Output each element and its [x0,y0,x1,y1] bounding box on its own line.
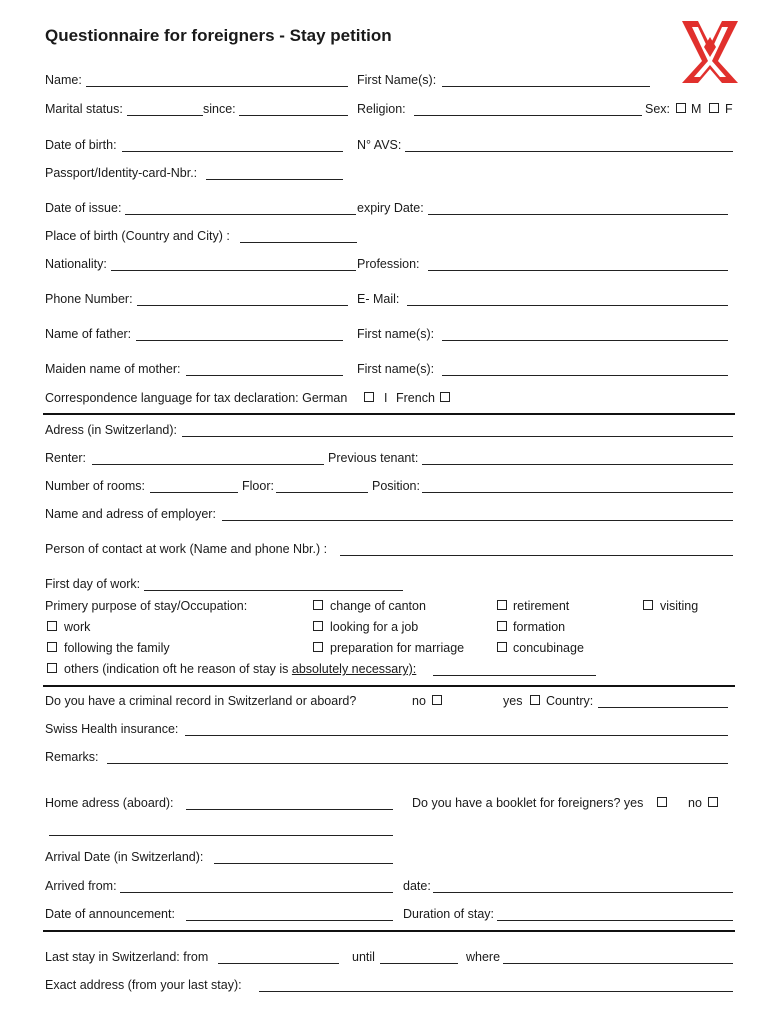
first-day-input[interactable] [144,590,403,591]
label-mother: Maiden name of mother: [45,362,181,376]
label-others-prefix: others (indication oft he reason of stay is [64,662,292,676]
concubinage-checkbox[interactable] [497,642,507,652]
label-others [64,662,416,676]
label-duration: Duration of stay: [403,907,495,921]
place-of-birth-input[interactable] [240,242,357,243]
marital-status-input[interactable] [127,115,203,116]
label-name: Name: [45,73,82,87]
section-divider [43,930,735,932]
booklet-yes-checkbox[interactable] [657,797,667,807]
label-date-of-birth: Date of birth: [45,138,117,152]
work-checkbox[interactable] [47,621,57,631]
label-booklet: Do you have a booklet for foreigners? yes [412,796,644,810]
label-correspondence: Correspondence language for tax declaration: German [45,391,348,405]
label-address-ch: Adress (in Switzerland): [45,423,177,437]
previous-tenant-input[interactable] [422,464,733,465]
booklet-no-checkbox[interactable] [708,797,718,807]
change-canton-checkbox[interactable] [313,600,323,610]
health-input[interactable] [185,735,728,736]
arrived-from-input[interactable] [120,892,393,893]
floor-input[interactable] [276,492,368,493]
label-criminal: Do you have a criminal record in Switzerland or aboard? [45,694,357,708]
remarks-input[interactable] [107,763,728,764]
french-checkbox[interactable] [440,392,450,402]
last-stay-from-input[interactable] [218,963,339,964]
german-checkbox[interactable] [364,392,374,402]
label-family: following the family [64,641,170,655]
label-expiry-date: expiry Date: [357,201,424,215]
employer-input[interactable] [222,520,733,521]
label-looking-job: looking for a job [330,620,419,634]
separator-i: I [384,391,388,405]
name-input[interactable] [86,86,348,87]
section-divider [43,685,735,687]
looking-job-checkbox[interactable] [313,621,323,631]
last-stay-until-input[interactable] [380,963,458,964]
label-since: since: [203,102,236,116]
criminal-yes-checkbox[interactable] [530,695,540,705]
label-last-stay: Last stay in Switzerland: from [45,950,209,964]
father-input[interactable] [136,340,343,341]
label-place-of-birth: Place of birth (Country and City) : [45,229,230,243]
label-renter: Renter: [45,451,86,465]
rooms-input[interactable] [150,492,238,493]
label-profession: Profession: [357,257,420,271]
label-position: Position: [372,479,420,493]
sex-f-checkbox[interactable] [709,103,719,113]
label-concubinage: concubinage [513,641,584,655]
arrival-date-input[interactable] [214,863,393,864]
label-nationality: Nationality: [45,257,107,271]
page-title: Questionnaire for foreigners - Stay petition [45,26,392,45]
criminal-no-checkbox[interactable] [432,695,442,705]
date-of-birth-input[interactable] [122,151,343,152]
position-input[interactable] [422,492,733,493]
last-stay-where-input[interactable] [503,963,733,964]
expiry-date-input[interactable] [428,214,728,215]
mother-input[interactable] [186,375,343,376]
sex-m-checkbox[interactable] [676,103,686,113]
home-address-line-2[interactable] [49,835,393,836]
label-phone: Phone Number: [45,292,133,306]
formation-checkbox[interactable] [497,621,507,631]
passport-input[interactable] [206,179,343,180]
label-purpose: Primery purpose of stay/Occupation: [45,599,248,613]
label-sex: Sex: [645,102,671,116]
label-french: French [396,391,435,405]
label-sex-f: F [725,102,733,116]
label-father: Name of father: [45,327,132,341]
label-passport: Passport/Identity-card-Nbr.: [45,166,198,180]
label-employer: Name and adress of employer: [45,507,216,521]
label-country: Country: [546,694,594,708]
avs-input[interactable] [405,151,733,152]
country-input[interactable] [598,707,728,708]
label-contact-work: Person of contact at work (Name and phone Nbr.) : [45,542,328,556]
others-checkbox[interactable] [47,663,57,673]
label-remarks: Remarks: [45,750,99,764]
label-first-names: First Name(s): [357,73,437,87]
label-visiting: visiting [660,599,699,613]
label-religion: Religion: [357,102,406,116]
label-criminal-no: no [412,694,426,708]
label-booklet-no: no [688,796,702,810]
since-input[interactable] [239,115,348,116]
label-retirement: retirement [513,599,570,613]
label-floor: Floor: [242,479,274,493]
label-criminal-yes: yes [503,694,523,708]
family-checkbox[interactable] [47,642,57,652]
marriage-checkbox[interactable] [313,642,323,652]
religion-input[interactable] [414,115,642,116]
father-first-input[interactable] [442,340,728,341]
date-of-issue-input[interactable] [125,214,356,215]
email-input[interactable] [407,305,728,306]
label-first-day: First day of work: [45,577,141,591]
label-rooms: Number of rooms: [45,479,146,493]
label-father-first: First name(s): [357,327,435,341]
label-arrival-date: Arrival Date (in Switzerland): [45,850,204,864]
contact-work-input[interactable] [340,555,733,556]
address-ch-input[interactable] [182,436,733,437]
profession-input[interactable] [428,270,728,271]
renter-input[interactable] [92,464,324,465]
home-address-input[interactable] [186,809,393,810]
others-input[interactable] [433,675,596,676]
label-date: date: [403,879,431,893]
announcement-input[interactable] [186,920,393,921]
label-exact-address: Exact address (from your last stay): [45,978,242,992]
label-until: until [352,950,375,964]
label-marriage: preparation for marriage [330,641,465,655]
label-formation: formation [513,620,566,634]
logo-icon [678,17,742,87]
first-names-input[interactable] [442,86,650,87]
visiting-checkbox[interactable] [643,600,653,610]
duration-input[interactable] [497,920,733,921]
label-where: where [466,950,501,964]
label-work: work [64,620,91,634]
label-others-underlined: absolutely necessary): [291,662,417,676]
label-previous-tenant: Previous tenant: [328,451,419,465]
label-change-canton: change of canton [330,599,426,613]
section-divider [43,413,735,415]
mother-first-input[interactable] [442,375,728,376]
label-arrived-from: Arrived from: [45,879,117,893]
label-date-of-issue: Date of issue: [45,201,122,215]
label-announcement: Date of announcement: [45,907,175,921]
label-marital-status: Marital status: [45,102,123,116]
nationality-input[interactable] [111,270,356,271]
label-avs: N° AVS: [357,138,402,152]
phone-input[interactable] [137,305,348,306]
label-email: E- Mail: [357,292,400,306]
exact-address-input[interactable] [259,991,733,992]
label-home-address: Home adress (aboard): [45,796,174,810]
label-sex-m: M [691,102,702,116]
retirement-checkbox[interactable] [497,600,507,610]
date-input[interactable] [433,892,733,893]
label-health: Swiss Health insurance: [45,722,179,736]
label-mother-first: First name(s): [357,362,435,376]
